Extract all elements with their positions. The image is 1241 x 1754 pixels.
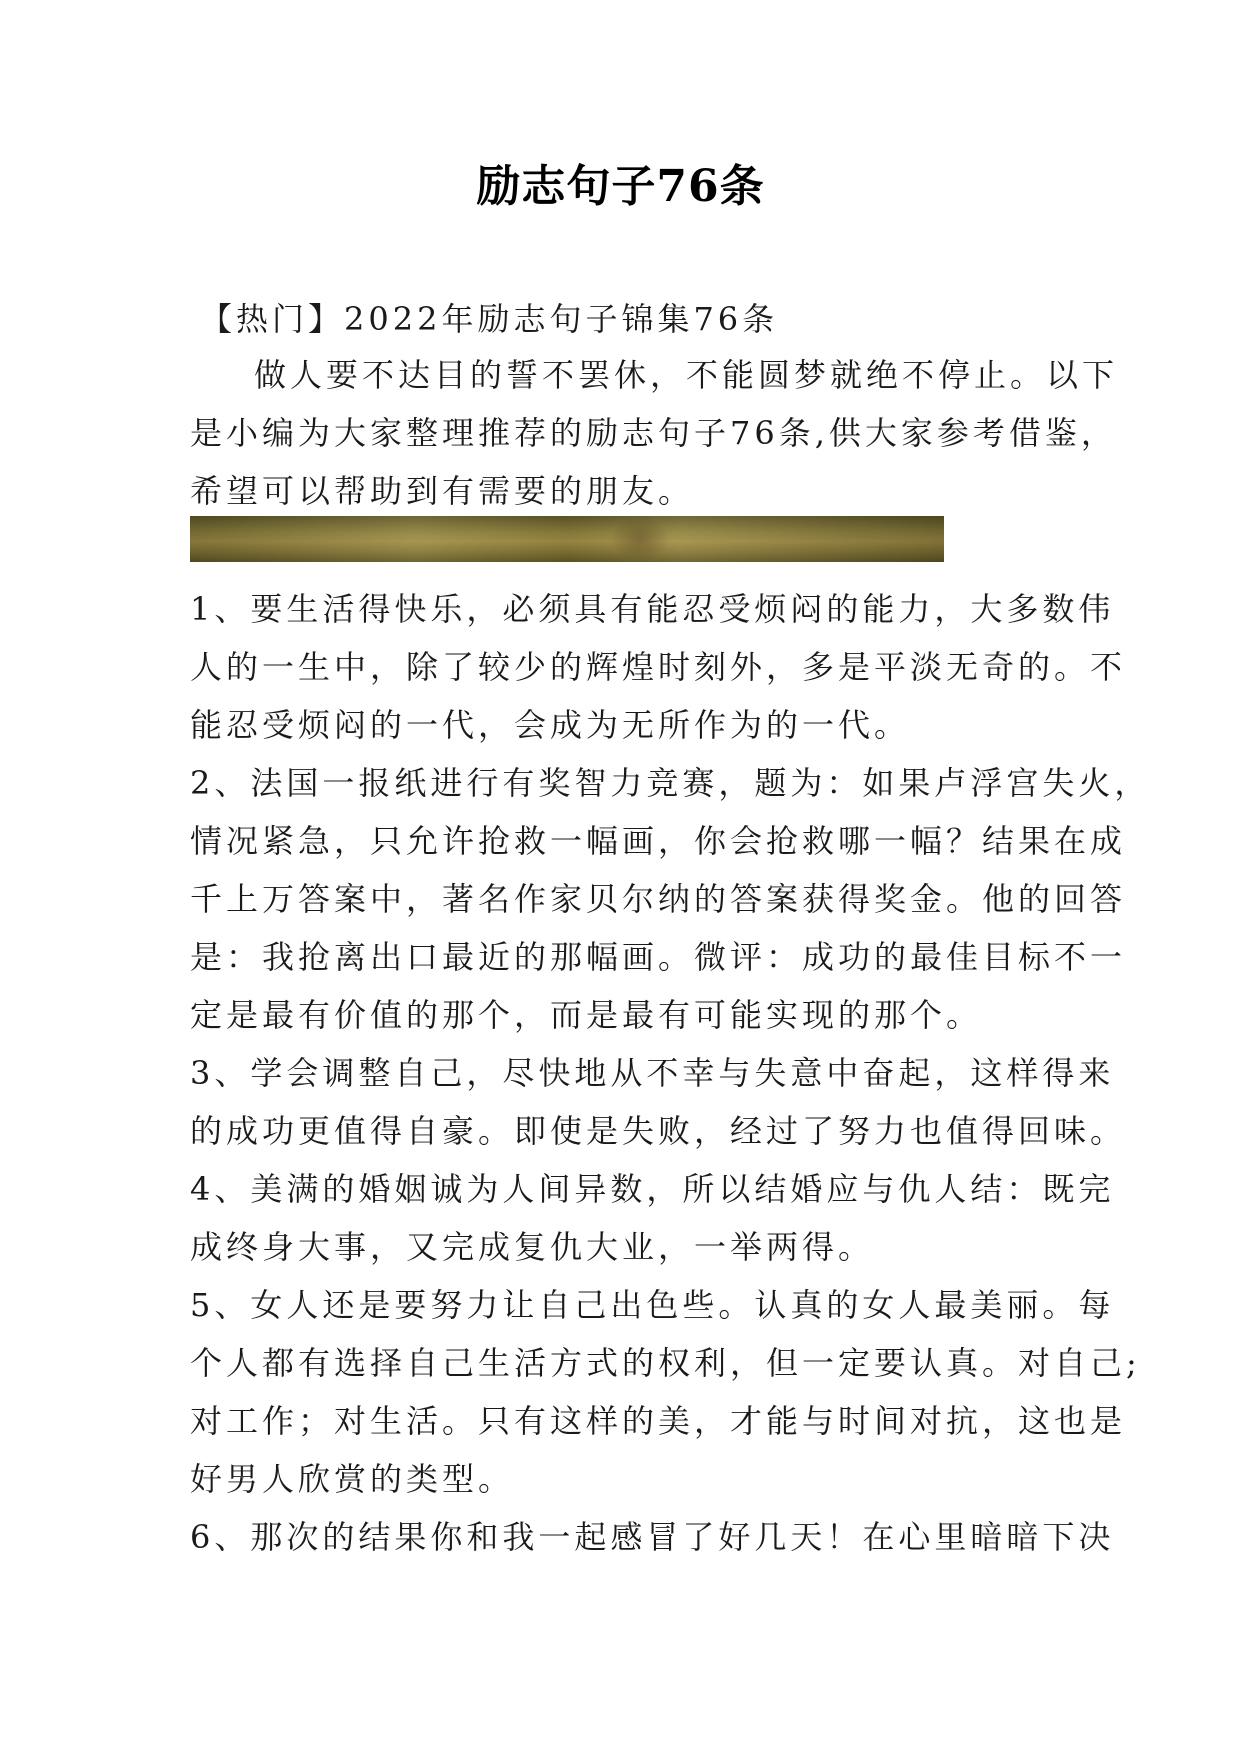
intro-line: 希望可以帮助到有需要的朋友。	[190, 472, 695, 510]
quote-line: 成终身大事，又完成复仇大业，一举两得。	[190, 1228, 875, 1266]
quote-line: 千上万答案中，著名作家贝尔纳的答案获得奖金。他的回答	[190, 880, 1127, 918]
quote-line: 2、法国一报纸进行有奖智力竞赛，题为：如果卢浮宫失火，	[190, 764, 1151, 802]
quote-line: 1、要生活得快乐，必须具有能忍受烦闷的能力，大多数伟	[190, 590, 1115, 628]
quote-line: 对工作；对生活。只有这样的美，才能与时间对抗，这也是	[190, 1402, 1127, 1440]
intro-paragraph	[190, 346, 1119, 520]
quote-line: 能忍受烦闷的一代，会成为无所作为的一代。	[190, 706, 911, 744]
decorative-banner-image	[190, 516, 944, 562]
quote-line: 5、女人还是要努力让自己出色些。认真的女人最美丽。每	[190, 1286, 1115, 1324]
quote-line: 6、那次的结果你和我一起感冒了好几天！在心里暗暗下决	[190, 1518, 1115, 1556]
quote-line: 人的一生中，除了较少的辉煌时刻外，多是平淡无奇的。不	[190, 648, 1127, 686]
quote-line: 定是最有价值的那个，而是最有可能实现的那个。	[190, 996, 983, 1034]
quote-line: 是：我抢离出口最近的那幅画。微评：成功的最佳目标不一	[190, 938, 1127, 976]
document-title: 励志句子76条	[476, 161, 765, 212]
quote-line: 4、美满的婚姻诚为人间异数，所以结婚应与仇人结：既完	[190, 1170, 1115, 1208]
document-subtitle: 【热门】2022年励志句子锦集76条	[200, 300, 779, 338]
quote-line: 好男人欣赏的类型。	[190, 1460, 515, 1498]
quote-line: 的成功更值得自豪。即使是失败，经过了努力也值得回味。	[190, 1112, 1127, 1150]
quote-line: 情况紧急，只允许抢救一幅画，你会抢救哪一幅？结果在成	[190, 822, 1127, 860]
quote-list	[190, 580, 1151, 1566]
quote-line: 3、学会调整自己，尽快地从不幸与失意中奋起，这样得来	[190, 1054, 1115, 1092]
quote-line: 个人都有选择自己生活方式的权利，但一定要认真。对自己;	[190, 1344, 1141, 1382]
intro-line: 是小编为大家整理推荐的励志句子76条,供大家参考借鉴，	[190, 414, 1117, 452]
intro-line: 做人要不达目的誓不罢休，不能圆梦就绝不停止。以下	[254, 356, 1119, 394]
